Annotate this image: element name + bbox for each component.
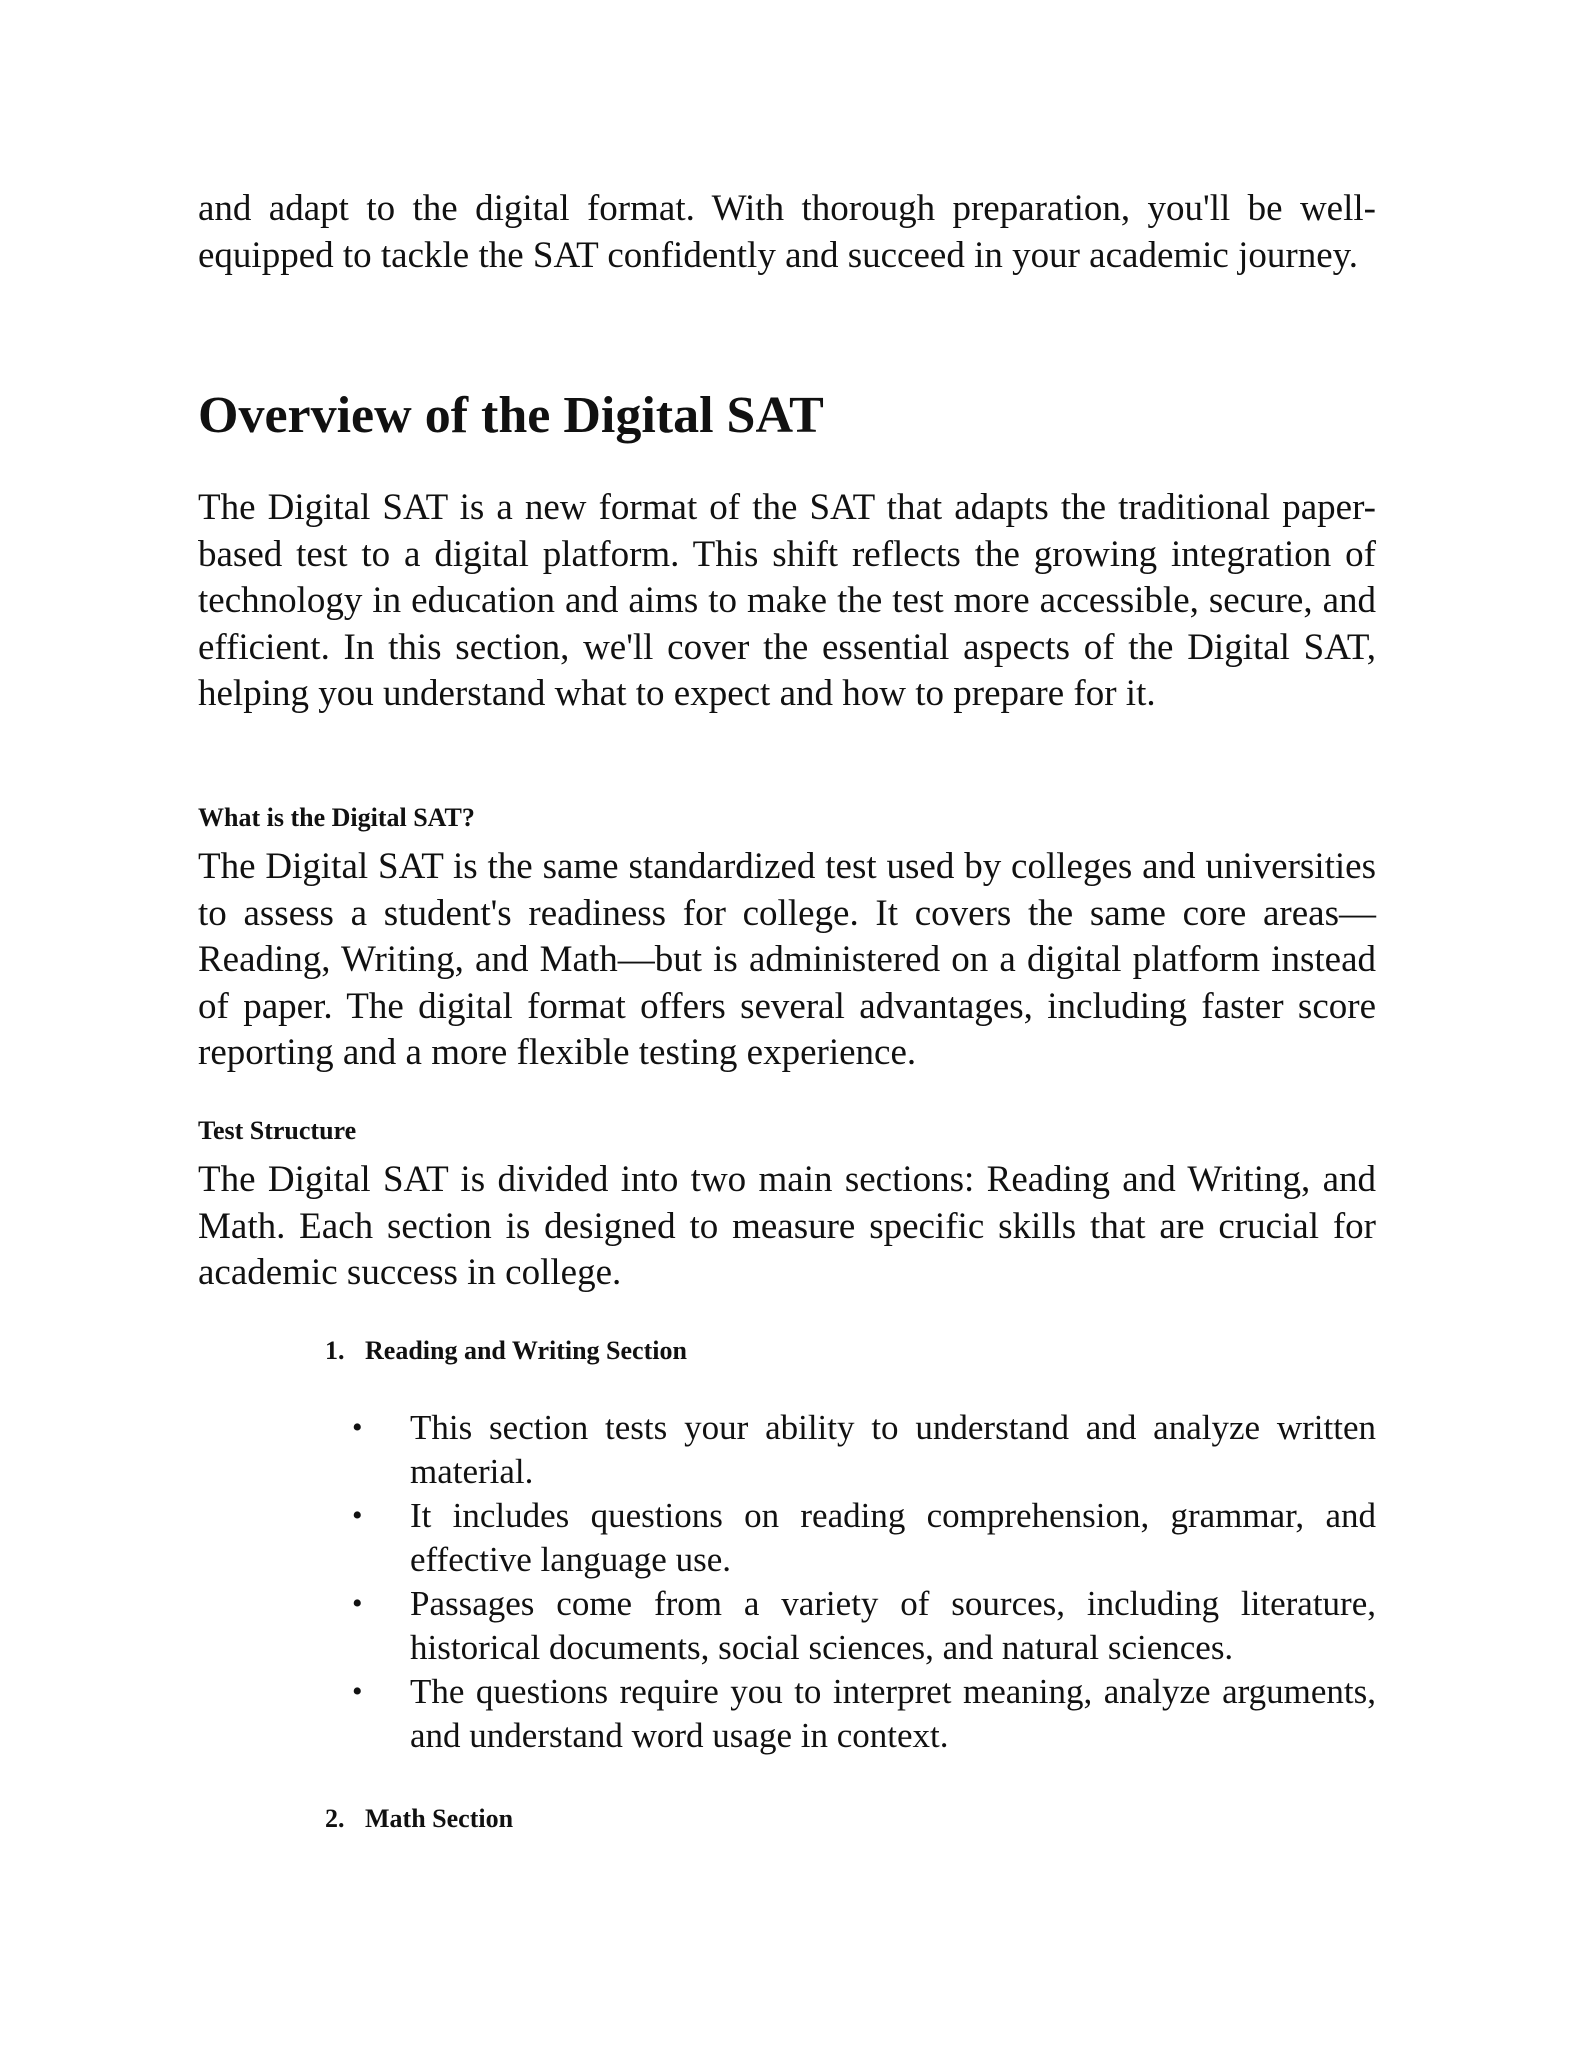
item-title: Math Section bbox=[365, 1804, 514, 1833]
item-number: 1. bbox=[325, 1336, 345, 1365]
list-item-text: Passages come from a variety of sources, including literature, historical documents, social sciences, and natural sciences. bbox=[410, 1584, 1376, 1667]
item-number: 2. bbox=[325, 1804, 345, 1833]
bullet-icon: • bbox=[352, 1675, 363, 1708]
list-item bbox=[352, 1670, 1376, 1758]
list-item bbox=[352, 1406, 1376, 1494]
what-is-paragraph: The Digital SAT is the same standardized test used by colleges and universities to assess a student's readiness for college. It covers the same core areas—Reading, Writing, and Math—but is administered on a digital platform instead of paper. The digital format offers several advantages, including faster score reporting and a more flexible testing experience. bbox=[198, 846, 1376, 1073]
bullet-icon: • bbox=[352, 1411, 363, 1444]
numbered-item-math bbox=[325, 1804, 513, 1834]
item-title: Reading and Writing Section bbox=[365, 1336, 687, 1365]
list-item-text: The questions require you to interpret meaning, analyze arguments, and understand word usage in context. bbox=[410, 1672, 1376, 1755]
reading-writing-bullet-list bbox=[352, 1406, 1376, 1758]
subheading-test-structure: Test Structure bbox=[198, 1116, 357, 1145]
subheading-what-is: What is the Digital SAT? bbox=[198, 803, 475, 832]
test-structure-paragraph: The Digital SAT is divided into two main sections: Reading and Writing, and Math. Each section is designed to measure specific skills that are crucial for academic success in college. bbox=[198, 1159, 1376, 1293]
list-item bbox=[352, 1582, 1376, 1670]
section-heading-overview: Overview of the Digital SAT bbox=[198, 387, 824, 444]
overview-paragraph: The Digital SAT is a new format of the SAT that adapts the traditional paper-based test to a digital platform. This shift reflects the growing integration of technology in education and aims to make the test more accessible, secure, and efficient. In this section, we'll cover the essential aspects of the Digital SAT, helping you understand what to expect and how to prepare for it. bbox=[198, 487, 1376, 714]
bullet-icon: • bbox=[352, 1587, 363, 1620]
bullet-icon: • bbox=[352, 1499, 363, 1532]
list-item-text: It includes questions on reading comprehension, grammar, and effective language use. bbox=[410, 1496, 1376, 1579]
numbered-item-reading-writing bbox=[325, 1336, 687, 1366]
list-item bbox=[352, 1494, 1376, 1582]
intro-paragraph: and adapt to the digital format. With thorough preparation, you'll be well-equipped to tackle the SAT confidently and succeed in your academic journey. bbox=[198, 188, 1376, 276]
list-item-text: This section tests your ability to understand and analyze written material. bbox=[410, 1408, 1376, 1491]
